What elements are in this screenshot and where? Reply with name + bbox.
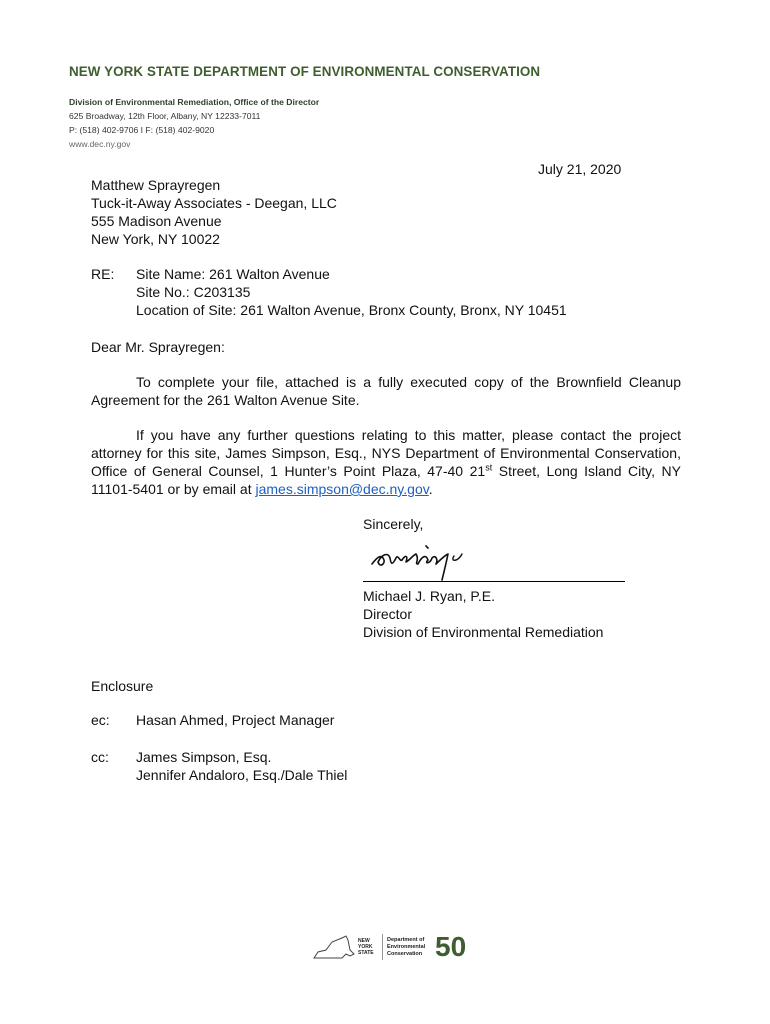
- letterhead-phone: P: (518) 402-9706 I F: (518) 402-9020: [69, 125, 215, 135]
- signatory-division: Division of Environmental Remediation: [363, 624, 604, 640]
- signature-image: [366, 534, 486, 584]
- recipient-city: New York, NY 10022: [91, 231, 220, 247]
- paragraph-1: To complete your file, attached is a fully executed copy of the Brownfield Cleanup Agreement for the 261 Walton Avenue Site.: [91, 374, 681, 408]
- paragraph-2-end: .: [428, 481, 433, 497]
- ordinal-superscript: st: [485, 462, 493, 473]
- salutation: Dear Mr. Sprayregen:: [91, 339, 225, 355]
- paragraph-2-text: If you have any further questions relating to this matter, please contact the project attorney for this site, James Simpson, Esq., NYS Department of Environmental Conservation, Office of General Counsel, 1 Hunter’s Point Plaza, 47-40 21: [91, 427, 681, 479]
- recipient-name: Matthew Sprayregen: [91, 177, 221, 193]
- ny-state-outline-icon: [312, 932, 356, 962]
- dec-wordmark: Department of Environmental Conservation: [387, 936, 426, 957]
- cc-recipient: Jennifer Andaloro, Esq./Dale Thiel: [136, 767, 348, 783]
- re-site-number: Site No.: C203135: [136, 284, 251, 300]
- ec-label: ec:: [91, 712, 110, 728]
- footer-logo: [312, 930, 466, 964]
- signature-line: [363, 581, 625, 582]
- enclosure-label: Enclosure: [91, 678, 154, 694]
- re-site-location: Location of Site: 261 Walton Avenue, Bronx County, Bronx, NY 10451: [136, 302, 567, 318]
- re-site-name: Site Name: 261 Walton Avenue: [136, 266, 330, 282]
- signatory-name: Michael J. Ryan, P.E.: [363, 588, 496, 604]
- cc-label: cc:: [91, 749, 109, 765]
- recipient-company: Tuck-it-Away Associates - Deegan, LLC: [91, 195, 337, 211]
- ec-recipient: Hasan Ahmed, Project Manager: [136, 712, 335, 728]
- signatory-title: Director: [363, 606, 413, 622]
- division-name: Division of Environmental Remediation, Office of the Director: [69, 97, 320, 107]
- email-link[interactable]: james.simpson@dec.ny.gov: [255, 481, 429, 497]
- paragraph-2-text-continued: Street, Long Island City, NY 11101-5401 or by email at: [91, 463, 681, 497]
- logo-divider: [382, 934, 383, 960]
- anniversary-number: 50: [435, 931, 467, 962]
- letter-date: July 21, 2020: [538, 161, 622, 177]
- paragraph-2: [91, 426, 681, 498]
- closing: Sincerely,: [363, 516, 424, 532]
- cc-recipient: James Simpson, Esq.: [136, 749, 272, 765]
- letterhead-website: www.dec.ny.gov: [69, 139, 131, 149]
- re-label: RE:: [91, 266, 115, 282]
- recipient-street: 555 Madison Avenue: [91, 213, 222, 229]
- letterhead-address: 625 Broadway, 12th Floor, Albany, NY 12233-7011: [69, 111, 261, 121]
- agency-name: NEW YORK STATE DEPARTMENT OF ENVIRONMENTAL CONSERVATION: [69, 64, 541, 79]
- anniversary-logo: [435, 933, 466, 961]
- ny-state-wordmark: NEW YORK STATE: [358, 938, 374, 956]
